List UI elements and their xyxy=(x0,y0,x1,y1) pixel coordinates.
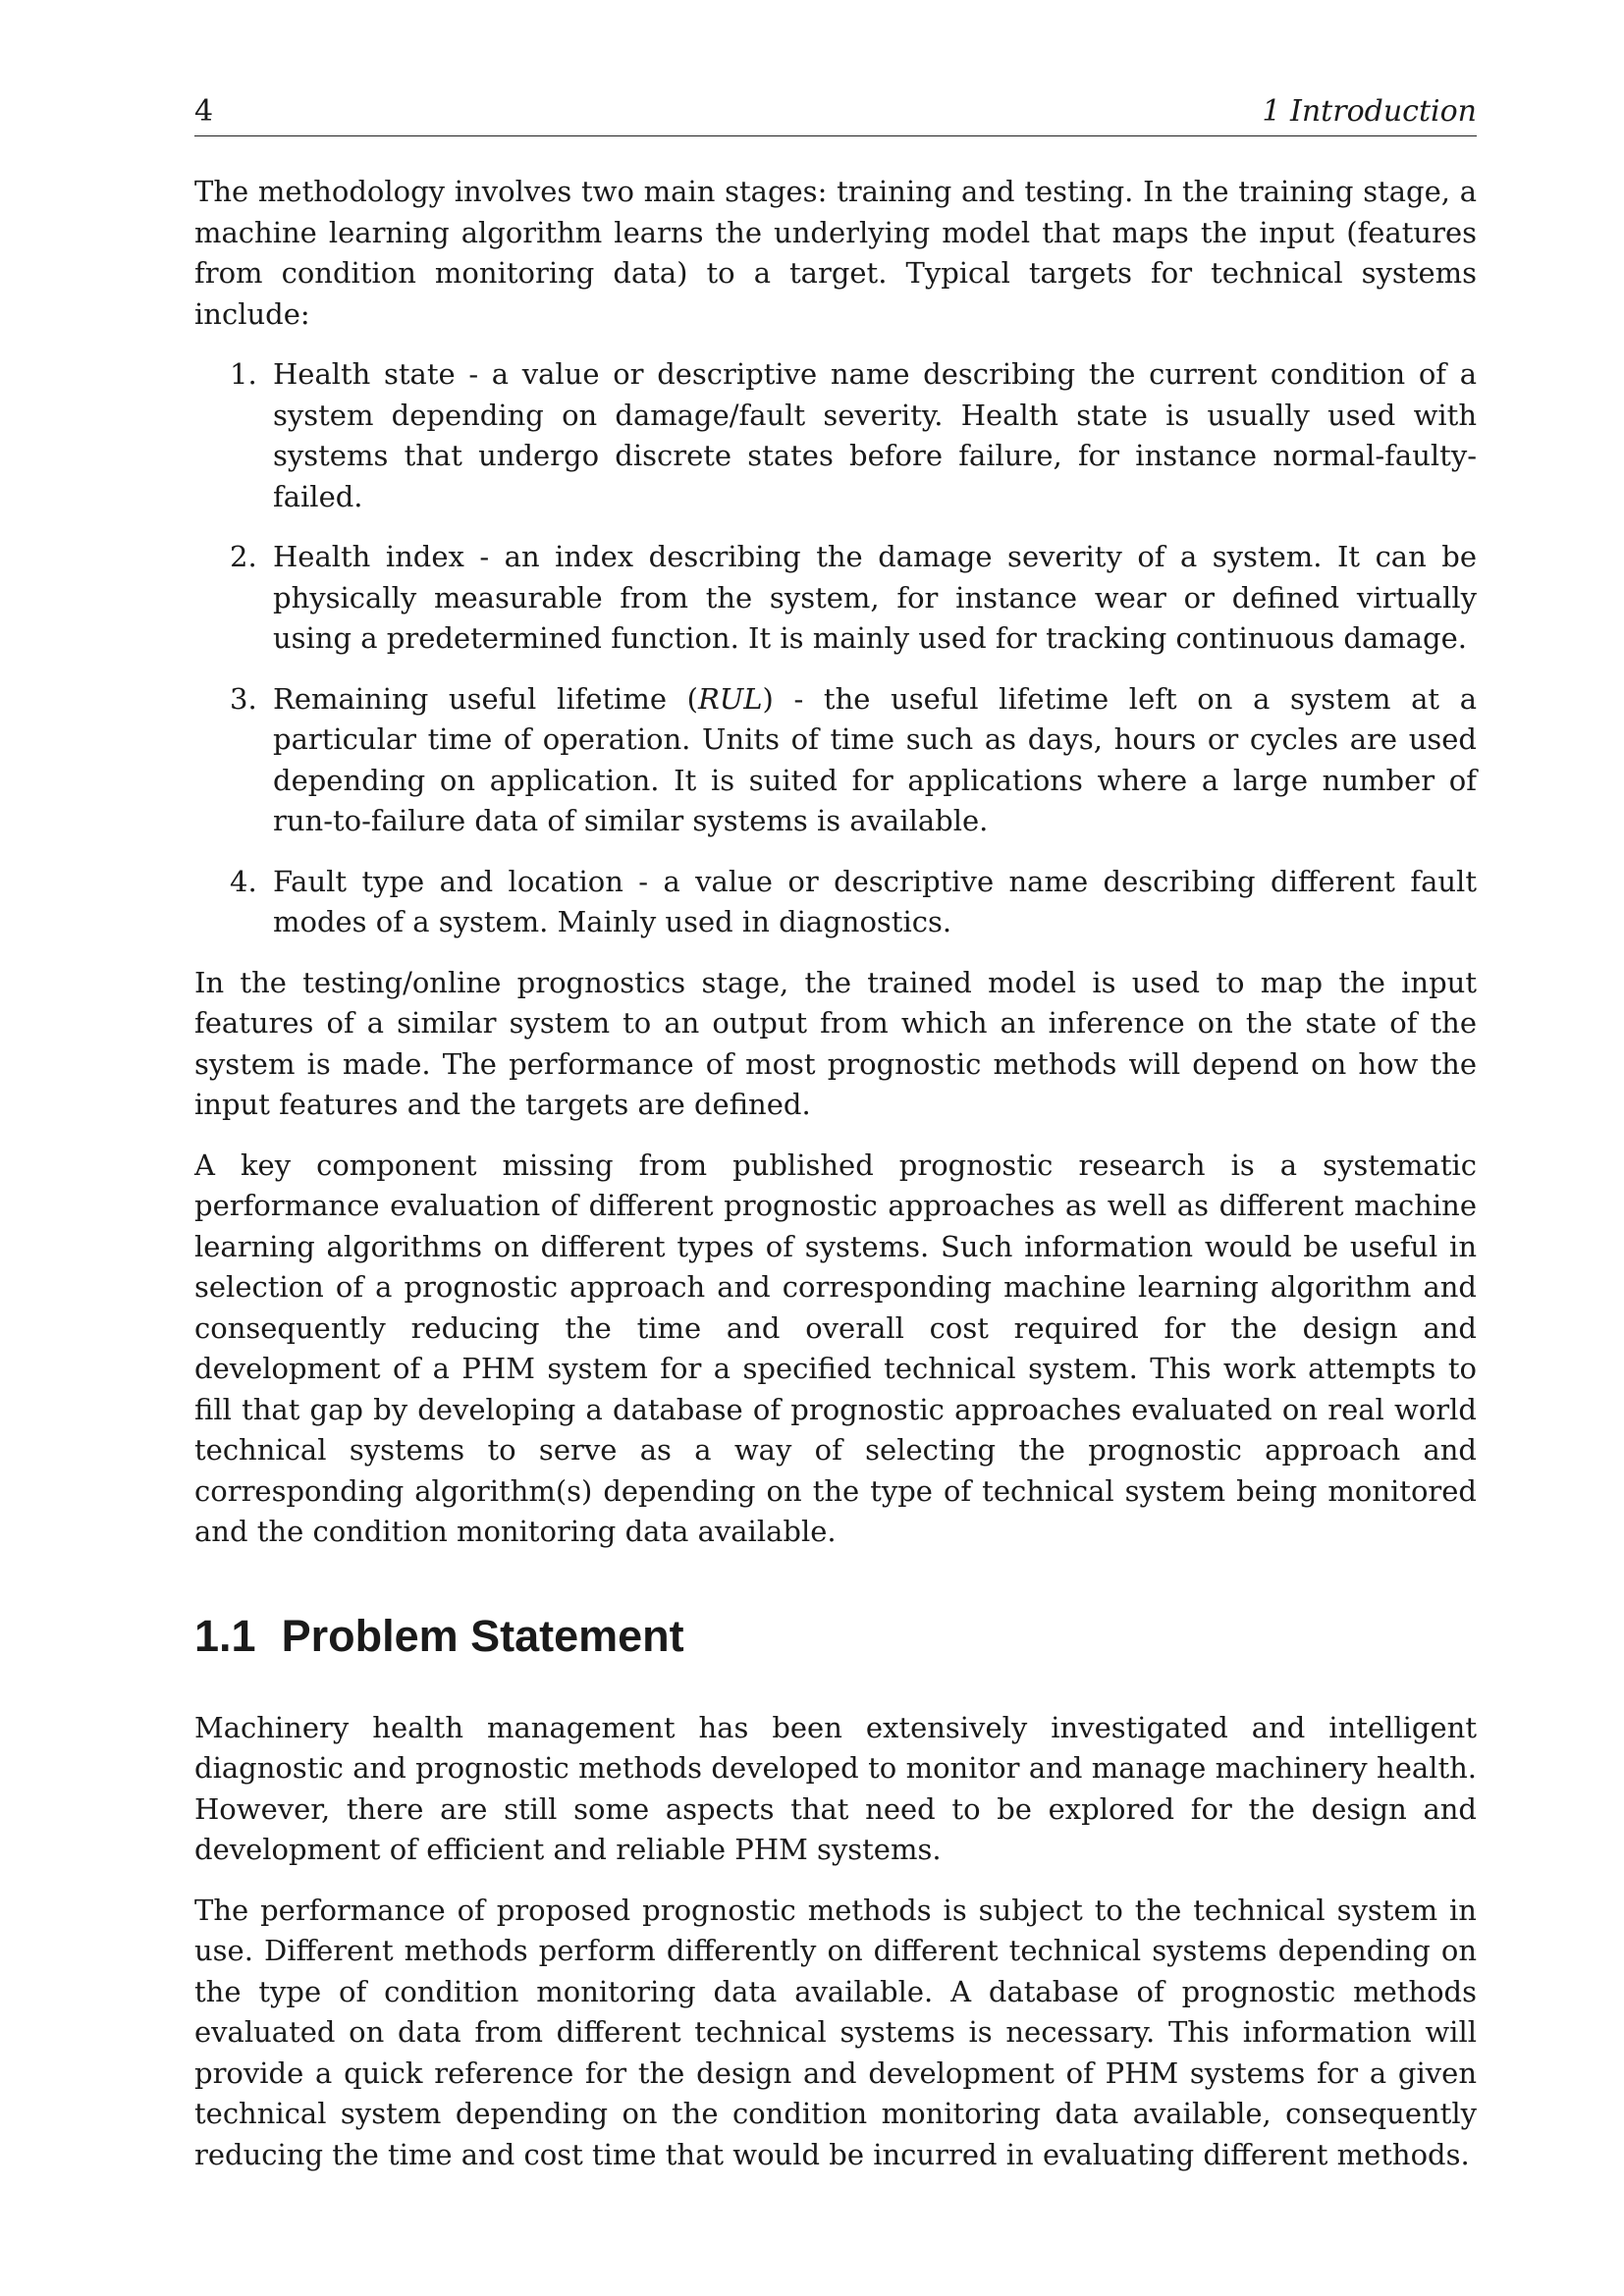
chapter-title: 1 Introduction xyxy=(1262,94,1477,129)
section-paragraph-1: Machinery health management has been extensively investigated and intelligent diagnostic and prognostic methods developed to monitor and manage machinery health. However, there are still some aspects that need to be explored for the design and development of efficient and reliable PHM systems. xyxy=(194,1710,1477,1866)
targets-list xyxy=(194,354,1477,943)
rul-math-symbol: RUL xyxy=(697,681,763,716)
page-number: 4 xyxy=(194,94,214,129)
section-paragraph-2: The performance of proposed prognostic methods is subject to the technical system in use. Different methods perform differently on different technical systems depending on the type of condition monitoring data available. A database of prognostic methods evaluated on data from different technical systems is necessary. This information will provide a quick reference for the design and development of PHM systems for a given technical system depending on the condition monitoring data available, consequently reducing the time and cost time that would be incurred in evaluating different methods. xyxy=(194,1893,1477,2171)
list-item-number: 3. xyxy=(230,681,257,716)
section-heading xyxy=(194,1610,1477,1663)
list-item xyxy=(194,862,1477,943)
list-item xyxy=(194,354,1477,517)
running-head xyxy=(194,94,1477,136)
list-item-text: Health state - a value or descriptive name describing the current condition of a system depending on damage/fault severity. Health state is usually used with systems that undergo discrete states before failure, for instance normal-faulty-failed. xyxy=(273,357,1477,513)
list-item-text xyxy=(273,682,1477,838)
list-item xyxy=(194,537,1477,660)
section-title: Problem Statement xyxy=(281,1610,684,1661)
intro-paragraph-1: The methodology involves two main stages: training and testing. In the training stage, a machine learning algorithm learns the underlying model that maps the input (features from condition monitoring data) to a target. Typical targets for technical systems include: xyxy=(194,175,1477,331)
list-item-number: 2. xyxy=(230,540,257,573)
intro-paragraph-2: In the testing/online prognostics stage, the trained model is used to map the input features of a similar system to an output from which an inference on the state of the system is made. The performance of most prognostic methods will depend on how the input features and the targets are defined. xyxy=(194,965,1477,1121)
list-item-text: Fault type and location - a value or descriptive name describing different fault modes of a system. Mainly used in diagnostics. xyxy=(273,864,1477,938)
page xyxy=(194,94,1477,2195)
list-item-text-before: Remaining useful lifetime ( xyxy=(273,681,698,716)
list-item xyxy=(194,679,1477,842)
list-item-text: Health index - an index describing the damage severity of a system. It can be physically measurable from the system, for instance wear or defined virtually using a predetermined function. It is mainly used for tracking continuous damage. xyxy=(273,540,1477,655)
section-number: 1.1 xyxy=(194,1610,256,1661)
list-item-text-after: ) - the useful lifetime left on a system at a particular time of operation. Units of time such as days, hours or cycles are used depending on application. It is suited for applications where a large number of run-to-failure data of similar systems is available. xyxy=(273,681,1477,837)
list-item-number: 4. xyxy=(230,864,257,898)
intro-paragraph-3: A key component missing from published prognostic research is a systematic performance evaluation of different prognostic approaches as well as different machine learning algorithms on different types of systems. Such information would be useful in selection of a prognostic approach and corresponding machine learning algorithm and consequently reducing the time and overall cost required for the design and development of a PHM system for a specified technical system. This work attempts to fill that gap by developing a database of prognostic approaches evaluated on real world technical systems to serve as a way of selecting the prognostic approach and corresponding algorithm(s) depending on the type of technical system being monitored and the condition monitoring data available. xyxy=(194,1148,1477,1548)
list-item-number: 1. xyxy=(230,357,257,391)
body-text xyxy=(194,172,1477,2175)
